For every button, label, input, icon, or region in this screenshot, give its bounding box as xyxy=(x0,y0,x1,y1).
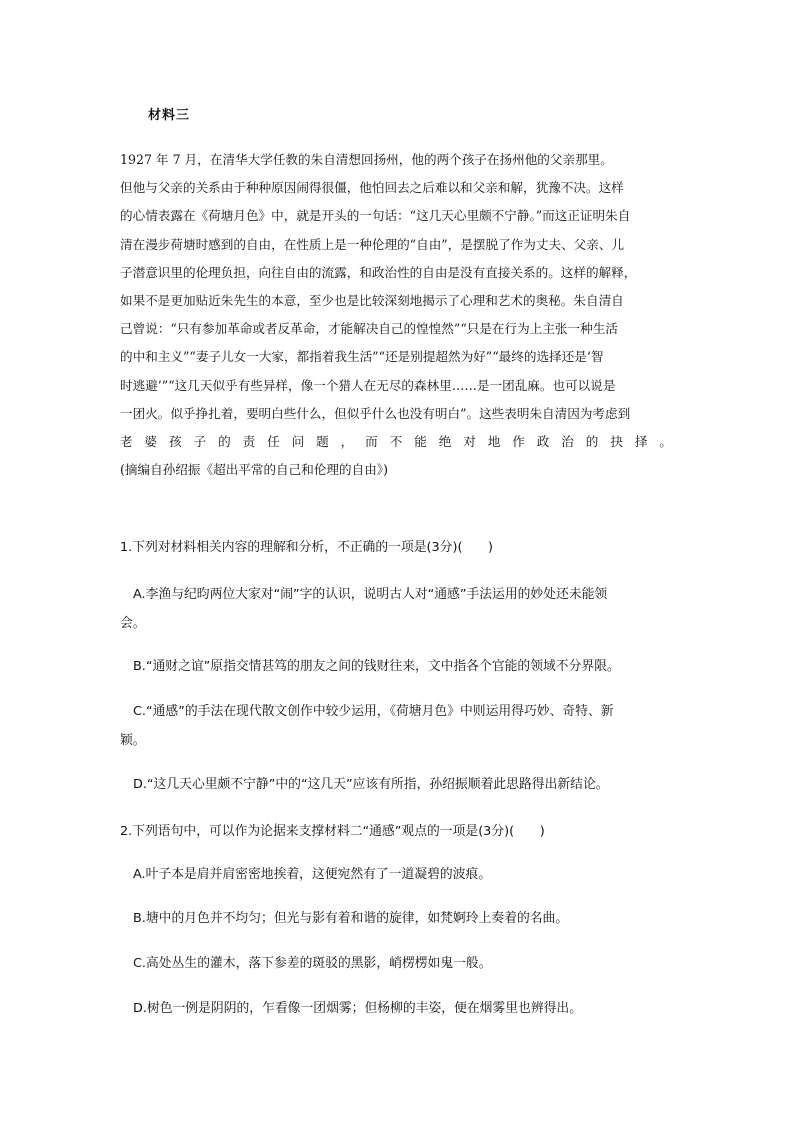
question-1-option-b[interactable] xyxy=(133,652,681,681)
option-line: B.塘中的月色并不均匀；但光与影有着和谐的旋律，如梵婀玲上奏着的名曲。 xyxy=(133,911,569,926)
spaced-char: 能 xyxy=(414,433,427,449)
question-2-option-b[interactable] xyxy=(133,904,681,933)
option-line: C.“通感”的手法在现代散文创作中较少运用，《荷塘月色》中则运用得巧妙、奇特、新 xyxy=(133,704,614,719)
spaced-char: 作 xyxy=(512,433,525,449)
passage-line: 的中和主义”“妻子儿女一大家，都指着我生活”“还是别提超然为好”“最终的选择还是‘智 xyxy=(120,349,604,365)
spaced-char: 老 xyxy=(120,433,133,449)
spaced-char: 题 xyxy=(316,433,329,449)
spaced-char: 任 xyxy=(267,433,280,449)
spaced-char: 子 xyxy=(193,433,207,449)
spaced-char: 责 xyxy=(242,433,256,449)
question-title: 1.下列对材料相关内容的理解和分析，不正确的一项是(3分)( ) xyxy=(120,540,494,555)
material-passage xyxy=(120,146,672,484)
option-line: B.“通财之谊”原指交情甚笃的朋友之间的钱财往来，文中指各个官能的领域不分界限。 xyxy=(133,659,620,674)
passage-line-spaced xyxy=(120,428,672,456)
passage-line: 1927 年 7 月，在清华大学任教的朱自清想回扬州，他的两个孩子在扬州他的父亲那里。 xyxy=(120,152,613,167)
question-2-option-a[interactable] xyxy=(133,860,681,889)
material-heading: 材料三 xyxy=(148,108,191,123)
spaced-char: 的 xyxy=(218,433,231,449)
question-1-option-d[interactable] xyxy=(133,770,681,799)
question-2-option-c[interactable] xyxy=(133,949,681,978)
option-line: D.树色一例是阴阴的，乍看像一团烟雾；但杨柳的丰姿，便在烟雾里也辨得出。 xyxy=(133,1001,583,1016)
option-line: A.叶子本是肩并肩密密地挨着，这便宛然有了一道凝碧的波痕。 xyxy=(133,867,492,882)
spaced-char: 问 xyxy=(291,433,305,449)
option-line: C.高处丛生的灌木，落下参差的斑驳的黑影，峭楞楞如鬼一般。 xyxy=(133,956,492,971)
question-1-title xyxy=(120,536,680,555)
spaced-char: 地 xyxy=(487,433,501,449)
passage-line: 一团火。似乎挣扎着，要明白些什么，但似乎什么也没有明白”。这些表明朱自清因为考虑到 xyxy=(120,405,631,421)
question-2-title xyxy=(120,820,680,839)
passage-line: 如果不是更加贴近朱先生的本意，至少也是比较深刻地揭示了心理和艺术的奥秘。朱自清自 xyxy=(120,292,624,308)
spaced-char: 婆 xyxy=(144,433,158,449)
question-2-option-d[interactable] xyxy=(133,994,681,1023)
question-title: 2.下列语句中，可以作为论据来支撑材料二“通感”观点的一项是(3分)( ) xyxy=(120,824,545,839)
passage-line: 清在漫步荷塘时感到的自由，在性质上是一种伦理的“自由”，是摆脱了作为丈夫、父亲、儿 xyxy=(120,236,625,252)
passage-line: 的心情表露在《荷塘月色》中，就是开头的一句话：“这几天心里颇不宁静。”而这正证明朱自 xyxy=(120,208,631,224)
option-line: D.“这几天心里颇不宁静”中的“这几天”应该有所指，孙绍振顺着此思路得出新结论。 xyxy=(133,777,609,792)
question-1-option-c[interactable] xyxy=(120,697,681,755)
spaced-char: 而 xyxy=(365,433,378,449)
spaced-char: 孩 xyxy=(169,433,182,449)
spaced-char: 不 xyxy=(389,433,403,449)
spaced-char: 治 xyxy=(561,433,574,449)
question-1-option-a[interactable] xyxy=(120,580,681,638)
option-line: A.李渔与纪昀两位大家对“闹”字的认识，说明古人对“通感”手法运用的妙处还未能领 xyxy=(133,587,608,602)
passage-line: 但他与父亲的关系由于种种原因闹得很僵，他怕回去之后难以和父亲和解，犹豫不决。这样 xyxy=(120,180,624,196)
passage-line: 子潜意识里的伦理负担，向往自由的流露，和政治性的自由是没有直接关系的。这样的解释， xyxy=(120,264,637,280)
spaced-char: 的 xyxy=(585,433,599,449)
passage-line: 己曾说：“只有参加革命或者反革命，才能解决自己的惶惶然”“只是在行为上主张一种生活 xyxy=(120,321,618,337)
spaced-char: ， xyxy=(340,433,354,449)
option-line: 颖。 xyxy=(120,733,146,748)
option-line: 会。 xyxy=(120,616,146,631)
passage-line: 时逃避’”“这几天似乎有些异样，像一个猎人在无尽的森林里……是一团乱麻。也可以说是 xyxy=(120,377,616,393)
spaced-char: 择 xyxy=(634,433,648,449)
spaced-char: 绝 xyxy=(438,433,452,449)
spaced-char: 政 xyxy=(536,433,550,449)
spaced-char: 对 xyxy=(463,433,476,449)
spaced-char: 抉 xyxy=(610,433,623,449)
spaced-char: 。 xyxy=(659,433,672,449)
passage-source: (摘编自孙绍振《超出平常的自己和伦理的自由》) xyxy=(120,462,388,478)
